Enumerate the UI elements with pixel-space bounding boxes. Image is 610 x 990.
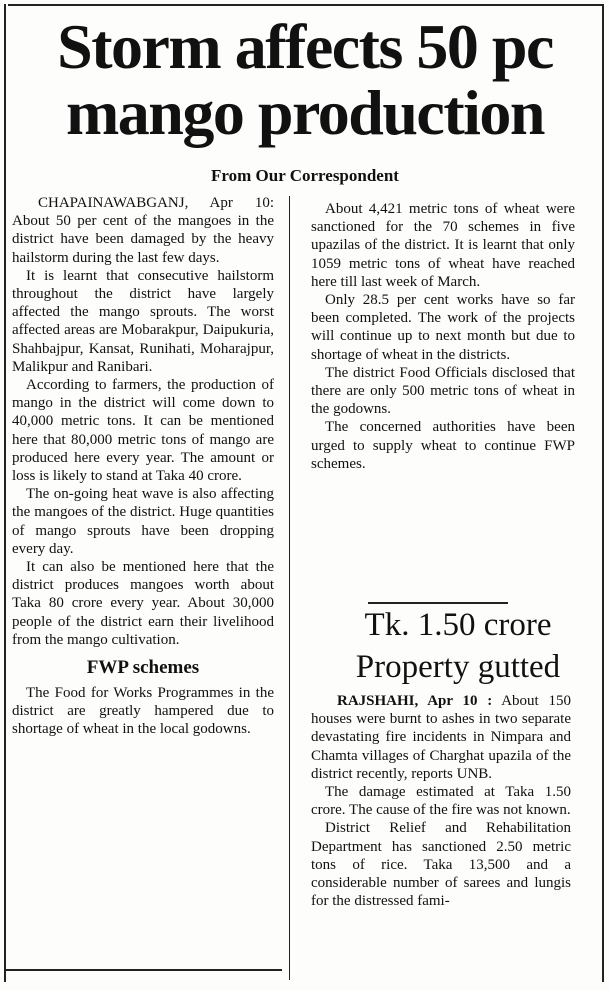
paragraph: Only 28.5 per cent works have so far been completed. The work of the projects will continue up to next month but due to shortage of wheat in the districts. [311, 292, 575, 363]
paragraph: The damage estimated at Taka 1.50 crore. The cause of the fire was not known. [311, 784, 571, 819]
article2-paragraphs [311, 783, 571, 910]
paragraph: District Relief and Rehabilitation Department has sanctioned 2.50 metric tons of rice. Taka 13,500 and a considerable number of sarees and lungis for the distressed fami- [311, 820, 571, 910]
paragraph: According to farmers, the production of mango in the district will come down to 40,000 metric tons. It can be mentioned here that 80,000 metric tons of mango are produced here every year. The amount or loss is likely to stand at Taka 40 crore. [12, 377, 274, 485]
left-bottom-rule [6, 969, 282, 971]
article2-headline-line1: Tk. 1.50 crore [364, 607, 552, 643]
subhead-fwp: FWP schemes [86, 657, 200, 679]
article-headline: Storm affects 50 pc mango production [57, 11, 553, 148]
column-divider [289, 196, 290, 980]
left-column [12, 194, 274, 739]
article-byline: From Our Correspondent [211, 166, 399, 185]
article2-paragraph [311, 692, 571, 783]
right-column [311, 200, 575, 473]
article2-headline-line2: Property gutted [355, 649, 561, 685]
article2-column [311, 692, 571, 910]
article2-dateline: RAJSHAHI, Apr 10 : [337, 693, 493, 709]
paragraph: CHAPAINAWABGANJ, Apr 10: About 50 per cent of the mangoes in the district have been damaged by the heavy hailstorm during the last few days. [12, 195, 274, 266]
paragraph: The district Food Officials disclosed that there are only 500 metric tons of wheat in the godowns. [311, 364, 575, 418]
paragraph: It can also be mentioned here that the district produces mangoes worth about Taka 80 crore every year. About 30,000 people of the district earn their livelihood from the mango cultivation. [12, 559, 274, 648]
paragraph: The on-going heat wave is also affecting the mangoes of the district. Huge quantities of mango sprouts have been dropping every day. [12, 486, 274, 557]
page-bottom-edge [0, 982, 610, 990]
top-rule [8, 4, 602, 6]
fwp-paragraphs [12, 684, 274, 739]
paragraph: It is learnt that consecutive hailstorm throughout the district have largely affected the mango sprouts. The worst affected areas are Mobarakpur, Daipukuria, Shahbajpur, Kansat, Runihati, Moharajpur, Malikpur and Ranibari. [12, 267, 274, 375]
article2-first-paragraph-text: About 150 houses were burnt to ashes in two separate devastating fire incidents in Nimpara and Chamta villages of Charghat upazila of the district recently, reports UNB. [311, 693, 571, 782]
right-paragraphs [311, 200, 575, 473]
right-border [602, 4, 604, 984]
left-border [4, 4, 6, 984]
paragraph: The Food for Works Programmes in the district are greatly hampered due to shortage of wheat in the local godowns. [12, 685, 274, 738]
paragraph: About 4,421 metric tons of wheat were sanctioned for the 70 schemes in five upazilas of the district. It is learnt that only 1059 metric tons of wheat have reached here till last week of March. [311, 201, 575, 290]
left-paragraphs [12, 194, 274, 649]
paragraph: The concerned authorities have been urged to supply wheat to continue FWP schemes. [311, 419, 575, 472]
